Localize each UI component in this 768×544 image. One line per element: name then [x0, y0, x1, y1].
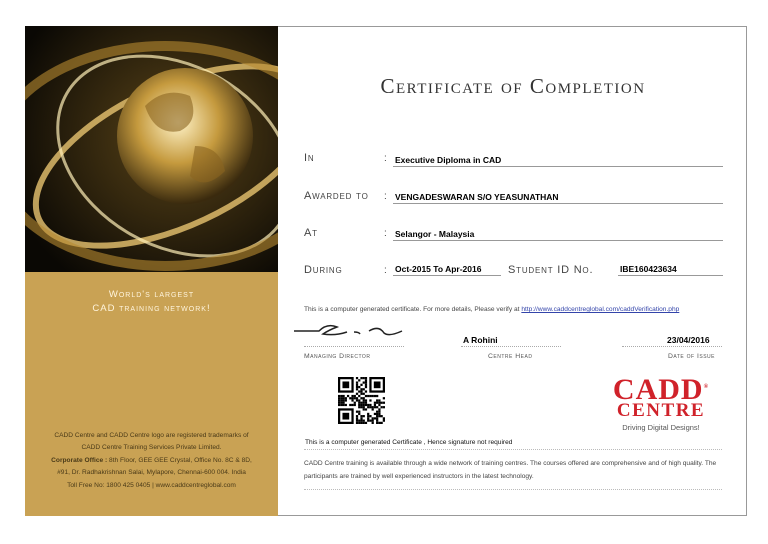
location-value: Selangor - Malaysia: [393, 229, 723, 241]
at-label: At: [304, 227, 318, 239]
in-label: In: [304, 152, 315, 164]
colon: :: [384, 153, 387, 164]
globe-image: [25, 26, 278, 272]
colon: :: [384, 191, 387, 202]
qr-code-icon[interactable]: [338, 377, 385, 424]
slogan: World's largest CAD training network!: [92, 289, 211, 314]
divider: [304, 449, 722, 450]
centre-head-name: A Rohini: [463, 335, 498, 345]
md-sign-line: [304, 346, 404, 347]
student-id-label: Student ID No.: [508, 264, 594, 276]
verify-note: This is a computer generated certificate. For more details, Please verify at http://www.caddcentreglobal.com/caddVerification.php: [304, 306, 680, 313]
date-line: [622, 346, 722, 347]
issue-date: 23/04/2016: [667, 335, 710, 345]
signature-note: This is a computer generated Certificate , Hence signature not required: [305, 439, 513, 446]
divider: [304, 489, 722, 490]
gold-panel: [25, 272, 278, 516]
cadd-centre-logo: [597, 374, 725, 432]
colon: :: [384, 228, 387, 239]
period-value: Oct-2015 To Apr-2016: [393, 264, 501, 276]
logo-tagline: Driving Digital Designs!: [622, 423, 700, 432]
about-text: CADD Centre training is available through a wide network of training centres. The courses offered are comprehensive and of high quality. The participants are trained by well experienced instructors in the latest technology.: [304, 460, 717, 480]
ch-sign-line: [461, 346, 561, 347]
signature-image: [294, 322, 409, 340]
globe-icon: [25, 26, 278, 272]
course-value: Executive Diploma in CAD: [393, 155, 723, 167]
certificate-title: Certificate of Completion: [380, 74, 646, 98]
student-id-value: IBE160423634: [618, 264, 723, 276]
legal-text: CADD Centre and CADD Centre logo are registered trademarks of CADD Centre Training Services Private Limited. Corporate Office : 8th Floor, GEE GEE Crystal, Office No. 8C & 8D, #91, Dr. Radhakrishnan Salai, Mylapore, Chennai-600 004. India Toll Free No: 1800 425 0405 | www.caddcentreglobal.com: [51, 432, 252, 489]
logo-line1: CADD®: [612, 373, 710, 406]
recipient-value: VENGADESWARAN S/O YEASUNATHAN: [393, 192, 723, 204]
verify-link[interactable]: http://www.caddcentreglobal.com/caddVerification.php: [521, 306, 680, 313]
logo-line2: CENTRE: [616, 400, 706, 421]
left-panel: [25, 26, 278, 516]
colon: :: [384, 265, 387, 276]
date-caption: Date of Issue: [668, 353, 715, 360]
md-caption: Managing Director: [304, 353, 371, 360]
awarded-label: Awarded to: [304, 190, 369, 202]
during-label: During: [304, 264, 343, 276]
ch-caption: Centre Head: [488, 353, 533, 360]
